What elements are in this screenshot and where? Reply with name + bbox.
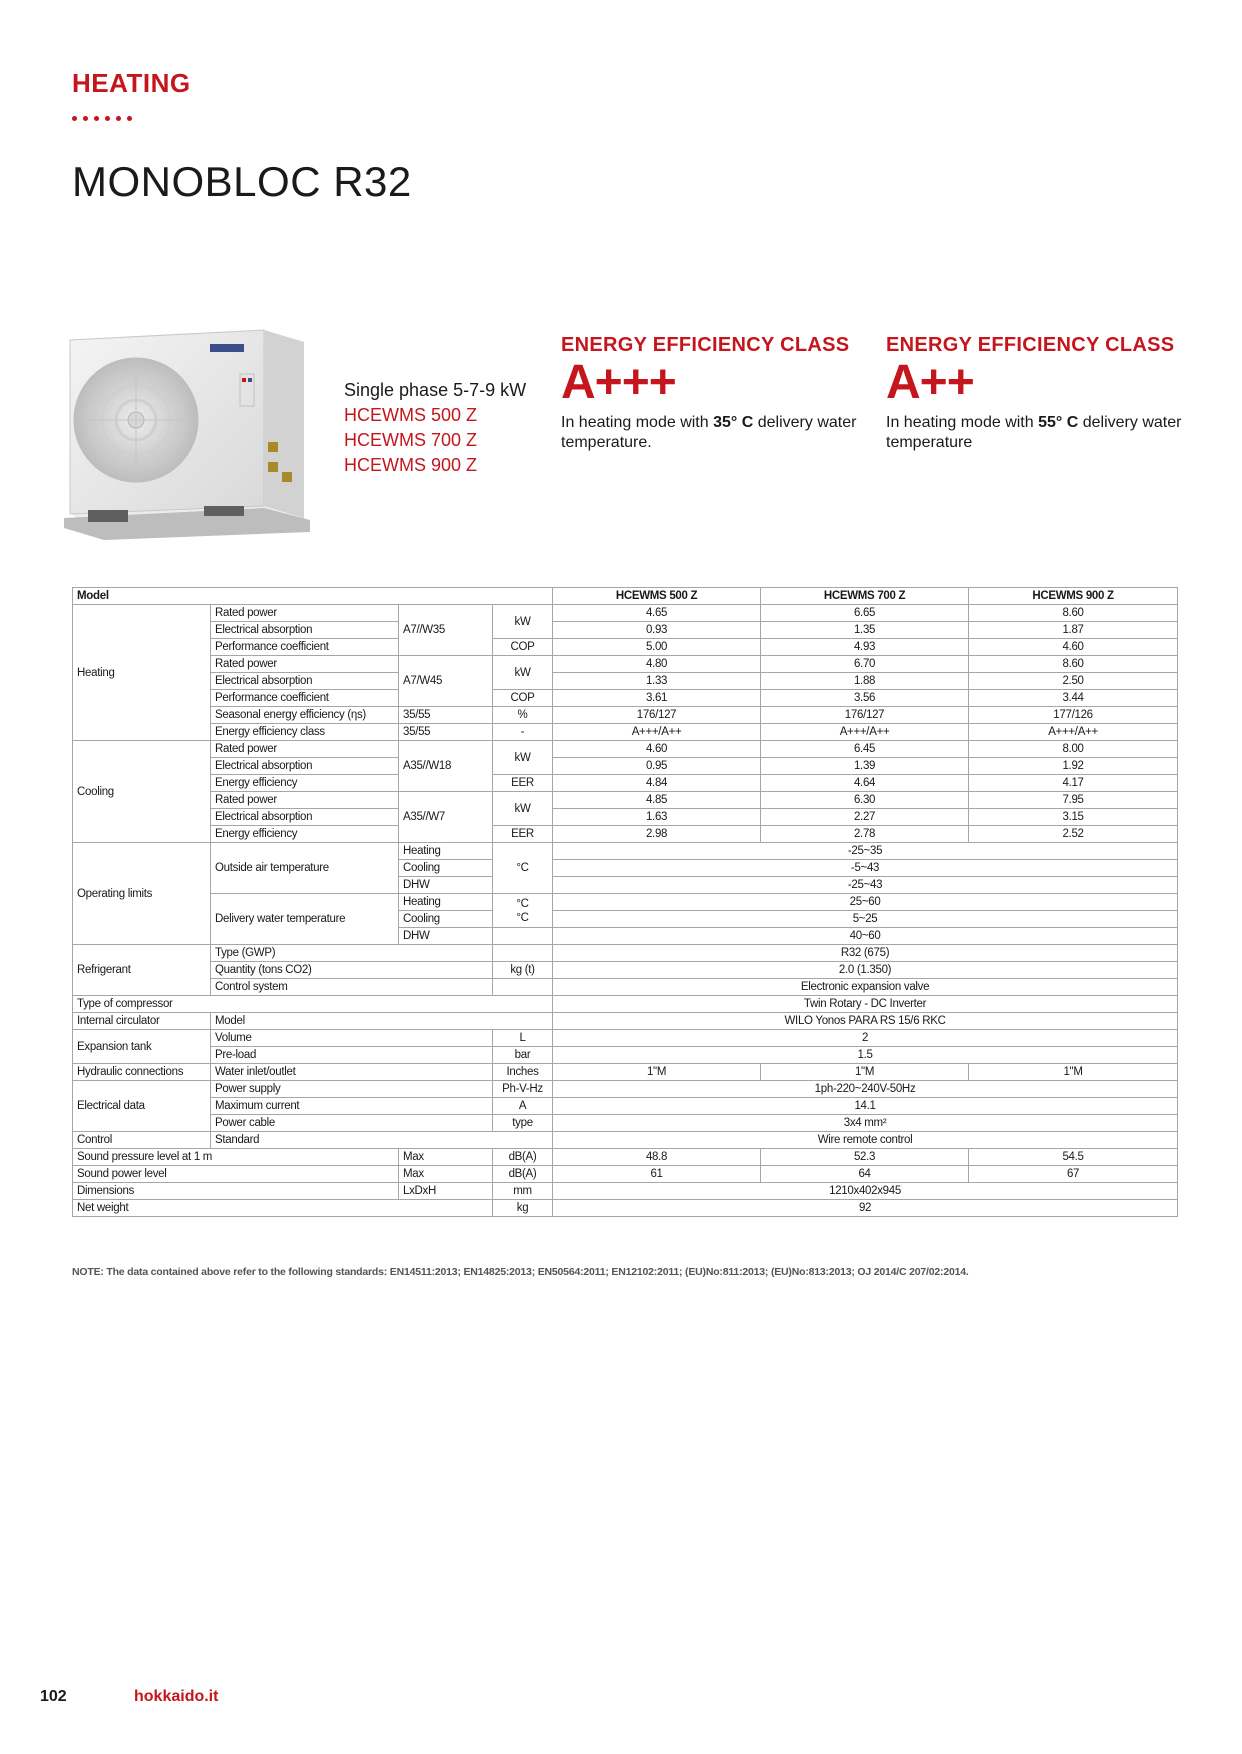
efficiency-class: A++: [886, 356, 974, 409]
value-cell: 2: [553, 1030, 1178, 1047]
param-cell: Maximum current: [211, 1098, 493, 1115]
table-row: [73, 1149, 1178, 1166]
condition-cell: Max: [399, 1149, 493, 1166]
website-link[interactable]: hokkaido.it: [134, 1688, 219, 1705]
param-cell: Water inlet/outlet: [211, 1064, 493, 1081]
unit-cell: [493, 928, 553, 945]
param-cell: Performance coefficient: [211, 639, 399, 656]
value-cell: 64: [761, 1166, 969, 1183]
efficiency-description: In heating mode with 55° C delivery water temperature: [886, 414, 1182, 451]
value-cell: 1.39: [761, 758, 969, 775]
group-label: Electrical data: [73, 1081, 211, 1132]
standards-note: NOTE: The data contained above refer to the following standards: EN14511:2013; EN14825:2013; EN50564:2011; EN12102:2011; (EU)No:811:2013; (EU)No:813:2013; OJ 2014/C 207/02:2014.: [72, 1266, 969, 1278]
table-row: [73, 1098, 1178, 1115]
value-cell: 4.85: [553, 792, 761, 809]
group-label: Sound power level: [73, 1166, 399, 1183]
condition-cell: Max: [399, 1166, 493, 1183]
table-row: [73, 1132, 1178, 1149]
header-model: HCEWMS 900 Z: [969, 588, 1178, 605]
value-cell: 14.1: [553, 1098, 1178, 1115]
value-cell: 52.3: [761, 1149, 969, 1166]
value-cell: R32 (675): [553, 945, 1178, 962]
group-label: Expansion tank: [73, 1030, 211, 1064]
condition-cell: A7//W35: [399, 605, 493, 656]
value-cell: 3.44: [969, 690, 1178, 707]
table-row: [73, 1013, 1178, 1030]
table-row: [73, 1115, 1178, 1132]
group-label: Net weight: [73, 1200, 493, 1217]
value-cell: 1ph-220~240V-50Hz: [553, 1081, 1178, 1098]
unit-cell: dB(A): [493, 1149, 553, 1166]
model-name: HCEWMS 700 Z: [344, 430, 478, 450]
value-cell: A+++/A++: [553, 724, 761, 741]
page-number: 102: [40, 1688, 67, 1705]
model-name: HCEWMS 500 Z: [344, 405, 478, 425]
model-name: HCEWMS 900 Z: [344, 455, 478, 475]
section-heading: HEATING: [72, 68, 191, 98]
param-cell: Energy efficiency class: [211, 724, 399, 741]
value-cell: 8.00: [969, 741, 1178, 758]
unit-cell: dB(A): [493, 1166, 553, 1183]
table-row: [73, 979, 1178, 996]
value-cell: WILO Yonos PARA RS 15/6 RKC: [553, 1013, 1178, 1030]
efficiency-heading: ENERGY EFFICIENCY CLASS: [561, 334, 850, 356]
table-row: [73, 945, 1178, 962]
param-cell: Rated power: [211, 656, 399, 673]
value-cell: 1.92: [969, 758, 1178, 775]
value-cell: 4.93: [761, 639, 969, 656]
param-cell: Energy efficiency: [211, 826, 399, 843]
param-cell: Electrical absorption: [211, 622, 399, 639]
unit-cell: EER: [493, 775, 553, 792]
value-cell: 4.64: [761, 775, 969, 792]
value-cell: 2.52: [969, 826, 1178, 843]
param-cell: Type (GWP): [211, 945, 493, 962]
value-cell: 8.60: [969, 656, 1178, 673]
value-cell: 3.56: [761, 690, 969, 707]
unit-cell: Inches: [493, 1064, 553, 1081]
efficiency-block-55: [886, 336, 1186, 453]
value-cell: 61: [553, 1166, 761, 1183]
mode-cell: DHW: [399, 928, 493, 945]
param-cell: Rated power: [211, 741, 399, 758]
table-row: [73, 792, 1178, 809]
value-cell: 5~25: [553, 911, 1178, 928]
value-cell: 1.5: [553, 1047, 1178, 1064]
unit-cell: bar: [493, 1047, 553, 1064]
group-label: Internal circulator: [73, 1013, 211, 1030]
mode-cell: Heating: [399, 843, 493, 860]
value-cell: 4.65: [553, 605, 761, 622]
value-cell: 2.50: [969, 673, 1178, 690]
unit-cell: -: [493, 724, 553, 741]
table-row: [73, 996, 1178, 1013]
unit-cell: [493, 945, 553, 962]
table-row: [73, 690, 1178, 707]
group-label: Refrigerant: [73, 945, 211, 996]
model-list: [344, 378, 526, 478]
efficiency-description: In heating mode with 35° C delivery water temperature.: [561, 414, 857, 451]
value-cell: 4.60: [553, 741, 761, 758]
specification-table: [72, 587, 1178, 1217]
value-cell: 1.35: [761, 622, 969, 639]
value-cell: -25~43: [553, 877, 1178, 894]
condition-cell: LxDxH: [399, 1183, 493, 1200]
efficiency-heading: ENERGY EFFICIENCY CLASS: [886, 334, 1175, 356]
param-cell: Quantity (tons CO2): [211, 962, 493, 979]
value-cell: 176/127: [761, 707, 969, 724]
value-cell: 4.84: [553, 775, 761, 792]
value-cell: Twin Rotary - DC Inverter: [553, 996, 1178, 1013]
value-cell: 1210x402x945: [553, 1183, 1178, 1200]
param-cell: Performance coefficient: [211, 690, 399, 707]
param-cell: Power supply: [211, 1081, 493, 1098]
unit-cell: kW: [493, 605, 553, 639]
value-cell: 7.95: [969, 792, 1178, 809]
param-cell: Pre-load: [211, 1047, 493, 1064]
table-row: [73, 741, 1178, 758]
unit-cell: %: [493, 707, 553, 724]
value-cell: 92: [553, 1200, 1178, 1217]
unit-cell: COP: [493, 690, 553, 707]
table-row: [73, 1030, 1178, 1047]
param-cell: Rated power: [211, 605, 399, 622]
value-cell: 1.88: [761, 673, 969, 690]
unit-cell: EER: [493, 826, 553, 843]
unit-cell: kW: [493, 741, 553, 775]
group-label: Cooling: [73, 741, 211, 843]
param-cell: Energy efficiency: [211, 775, 399, 792]
value-cell: 5.00: [553, 639, 761, 656]
table-row: [73, 775, 1178, 792]
param-cell: Power cable: [211, 1115, 493, 1132]
mode-cell: Cooling: [399, 911, 493, 928]
value-cell: 4.17: [969, 775, 1178, 792]
group-label: Operating limits: [73, 843, 211, 945]
header-model: HCEWMS 500 Z: [553, 588, 761, 605]
value-cell: 8.60: [969, 605, 1178, 622]
unit-cell: °C °C: [493, 894, 553, 928]
unit-cell: °C: [493, 843, 553, 894]
table-row: [73, 622, 1178, 639]
value-cell: -5~43: [553, 860, 1178, 877]
value-cell: 177/126: [969, 707, 1178, 724]
param-cell: Control system: [211, 979, 493, 996]
value-cell: Wire remote control: [553, 1132, 1178, 1149]
param-cell: Electrical absorption: [211, 809, 399, 826]
param-cell: Volume: [211, 1030, 493, 1047]
value-cell: 6.65: [761, 605, 969, 622]
unit-cell: L: [493, 1030, 553, 1047]
header-model: HCEWMS 700 Z: [761, 588, 969, 605]
param-cell: Delivery water temperature: [211, 894, 399, 945]
value-cell: 6.45: [761, 741, 969, 758]
table-row: [73, 1183, 1178, 1200]
param-cell: Outside air temperature: [211, 843, 399, 894]
param-cell: Electrical absorption: [211, 673, 399, 690]
unit-cell: COP: [493, 639, 553, 656]
mode-cell: Heating: [399, 894, 493, 911]
table-row: [73, 894, 1178, 911]
table-row: [73, 724, 1178, 741]
page-title: MONOBLOC R32: [72, 158, 412, 205]
param-cell: Seasonal energy efficiency (ηs): [211, 707, 399, 724]
unit-cell: type: [493, 1115, 553, 1132]
table-row: [73, 962, 1178, 979]
group-label: Hydraulic connections: [73, 1064, 211, 1081]
value-cell: 2.98: [553, 826, 761, 843]
table-row: [73, 656, 1178, 673]
value-cell: 1.63: [553, 809, 761, 826]
mode-cell: DHW: [399, 877, 493, 894]
table-row: [73, 843, 1178, 860]
table-row: [73, 605, 1178, 622]
table-row: [73, 809, 1178, 826]
unit-cell: kW: [493, 656, 553, 690]
value-cell: Electronic expansion valve: [553, 979, 1178, 996]
table-row: [73, 1064, 1178, 1081]
condition-cell: 35/55: [399, 707, 493, 724]
value-cell: 1"M: [969, 1064, 1178, 1081]
value-cell: 54.5: [969, 1149, 1178, 1166]
heat-pump-unit-image: [64, 322, 310, 540]
efficiency-class: A+++: [561, 356, 676, 409]
value-cell: 2.27: [761, 809, 969, 826]
phase-label: Single phase 5-7-9 kW: [344, 380, 527, 400]
unit-cell: mm: [493, 1183, 553, 1200]
value-cell: 6.30: [761, 792, 969, 809]
group-label: Type of compressor: [73, 996, 553, 1013]
param-cell: Standard: [211, 1132, 553, 1149]
condition-cell: A7/W45: [399, 656, 493, 707]
unit-cell: A: [493, 1098, 553, 1115]
table-row: [73, 1081, 1178, 1098]
table-header-row: [73, 588, 1178, 605]
value-cell: 1"M: [761, 1064, 969, 1081]
param-cell: Rated power: [211, 792, 399, 809]
mode-cell: Cooling: [399, 860, 493, 877]
group-label: Dimensions: [73, 1183, 399, 1200]
table-row: [73, 1047, 1178, 1064]
unit-cell: kg (t): [493, 962, 553, 979]
table-row: [73, 1200, 1178, 1217]
condition-cell: A35//W18: [399, 741, 493, 792]
dot-divider: [72, 116, 132, 121]
group-label: Control: [73, 1132, 211, 1149]
group-label: Heating: [73, 605, 211, 741]
table-row: [73, 639, 1178, 656]
condition-cell: A35//W7: [399, 792, 493, 843]
value-cell: 6.70: [761, 656, 969, 673]
table-row: [73, 826, 1178, 843]
value-cell: 40~60: [553, 928, 1178, 945]
efficiency-block-35: [561, 336, 861, 453]
unit-cell: kg: [493, 1200, 553, 1217]
value-cell: 67: [969, 1166, 1178, 1183]
value-cell: 25~60: [553, 894, 1178, 911]
value-cell: 2.78: [761, 826, 969, 843]
table-row: [73, 758, 1178, 775]
table-row: [73, 673, 1178, 690]
value-cell: 0.95: [553, 758, 761, 775]
value-cell: 3.15: [969, 809, 1178, 826]
value-cell: 1.87: [969, 622, 1178, 639]
value-cell: A+++/A++: [761, 724, 969, 741]
unit-cell: kW: [493, 792, 553, 826]
value-cell: 1.33: [553, 673, 761, 690]
value-cell: 4.60: [969, 639, 1178, 656]
param-cell: Electrical absorption: [211, 758, 399, 775]
value-cell: 0.93: [553, 622, 761, 639]
value-cell: 2.0 (1.350): [553, 962, 1178, 979]
group-label: Sound pressure level at 1 m: [73, 1149, 399, 1166]
value-cell: 3.61: [553, 690, 761, 707]
condition-cell: 35/55: [399, 724, 493, 741]
value-cell: 176/127: [553, 707, 761, 724]
unit-cell: [493, 979, 553, 996]
table-row: [73, 707, 1178, 724]
value-cell: 1"M: [553, 1064, 761, 1081]
value-cell: 48.8: [553, 1149, 761, 1166]
param-cell: Model: [211, 1013, 553, 1030]
value-cell: A+++/A++: [969, 724, 1178, 741]
header-label: Model: [73, 588, 553, 605]
value-cell: -25~35: [553, 843, 1178, 860]
unit-cell: Ph-V-Hz: [493, 1081, 553, 1098]
value-cell: 4.80: [553, 656, 761, 673]
value-cell: 3x4 mm²: [553, 1115, 1178, 1132]
table-row: [73, 1166, 1178, 1183]
